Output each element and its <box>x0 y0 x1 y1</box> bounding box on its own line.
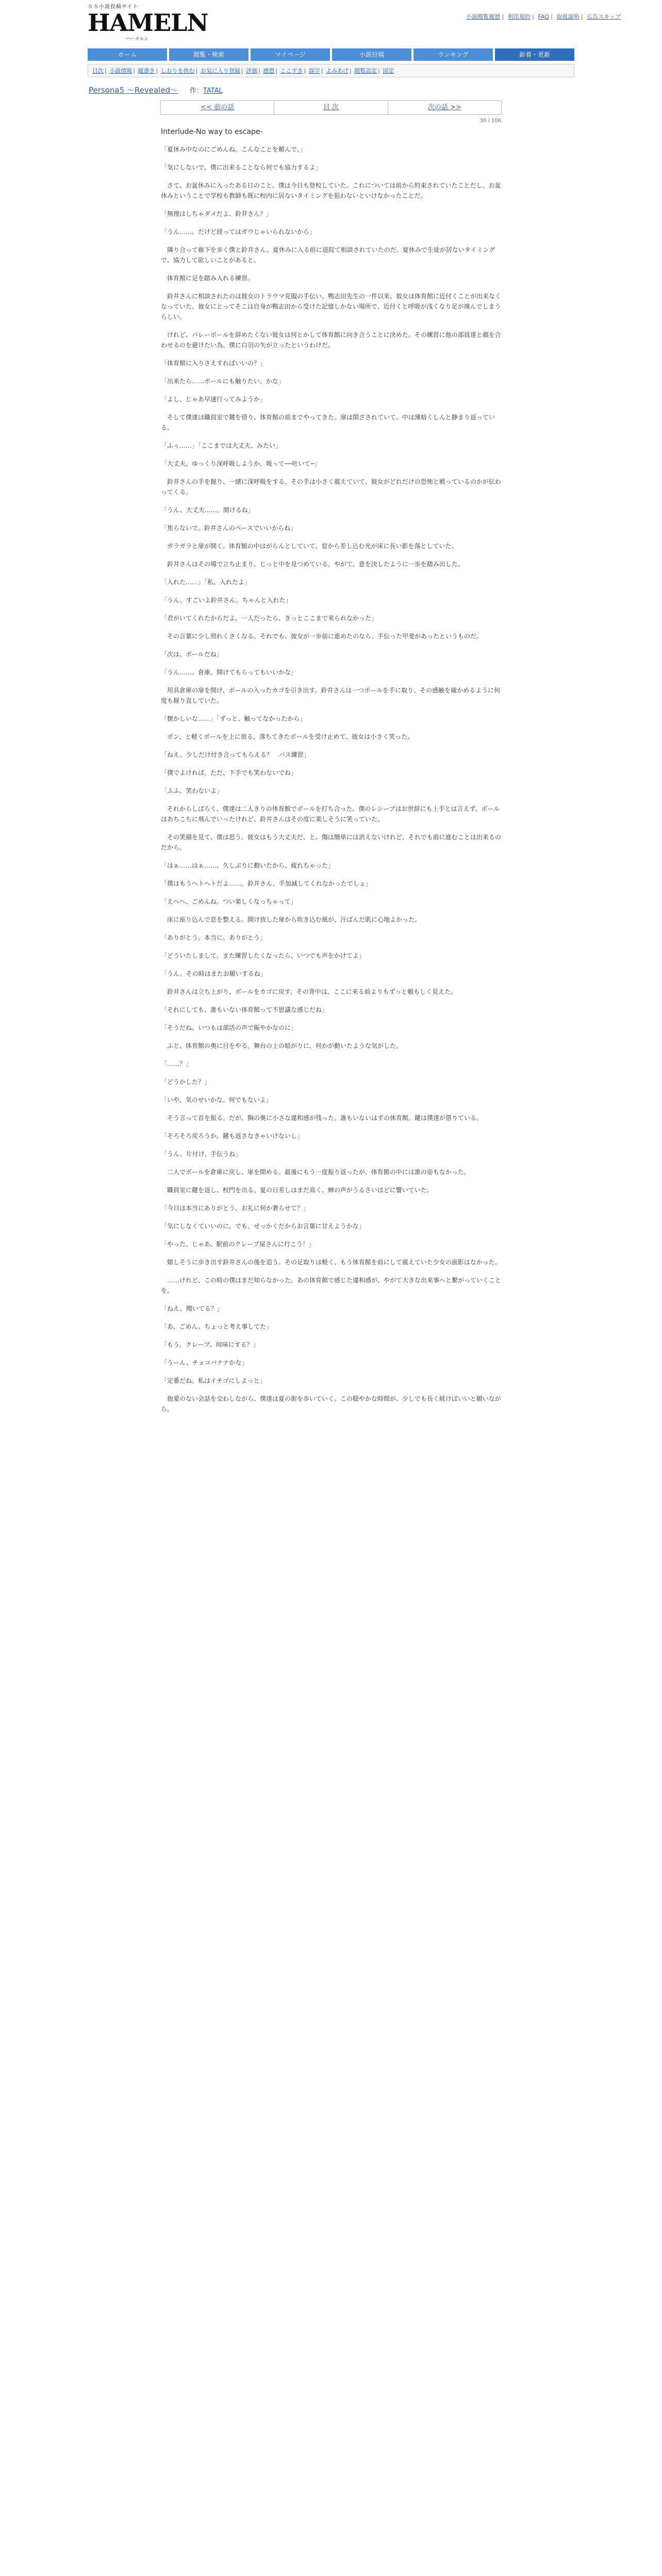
nav-updates[interactable]: 新着・更新 <box>495 48 574 61</box>
story-paragraph: けれど、バレーボールを辞めたくない彼女は何とかして体育館に向き合うことに決めた。その練習に他の部員達と顔を合わせるのを避けたい為、僕に白羽の矢が立ったというわけだ。 <box>161 331 501 349</box>
toc[interactable] <box>274 101 388 114</box>
story-paragraph: 「夏休み中なのにごめんね。こんなことを頼んで。」 <box>161 146 306 153</box>
story-paragraph: 「僕でよければ。ただ、下手でも笑わないでね」 <box>161 769 297 776</box>
subnav-kokosuki[interactable]: ここすき <box>280 67 303 74</box>
logo-wordmark: HAMELN <box>88 9 208 37</box>
skip-ads-link[interactable]: 広告スキップ <box>587 13 621 20</box>
story-paragraph: 「ねえ、少しだけ付き合ってもらえる？ パス練習」 <box>161 751 310 758</box>
subnav-view-settings[interactable]: 閲覧設定 <box>354 67 377 74</box>
subnav-read-aloud[interactable]: よみあげ <box>325 67 349 74</box>
prev-chapter[interactable] <box>161 101 274 114</box>
story-paragraph: 床に座り込んで息を整える。開け放した扉から吹き込む風が、汗ばんだ肌に心地よかった。 <box>161 916 421 923</box>
story-paragraph: 「ふぅ……」「ここまでは大丈夫、みたい」 <box>161 442 282 449</box>
story-paragraph: 「僕はもうヘトヘトだよ……。鈴井さん、手加減してくれなかったでしょ」 <box>161 880 372 887</box>
story-paragraph: 「いや、気のせいかな。何でもないよ」 <box>161 1096 272 1104</box>
story-paragraph: その言葉に少し照れくさくなる。それでも、彼女が一歩前に進めたのなら、手伝った甲斐があったというものだ。 <box>161 633 483 640</box>
site-header <box>0 0 662 46</box>
chapter-pager <box>160 100 502 115</box>
story-paragraph: 「えへへ、ごめんね。つい楽しくなっちゃって」 <box>161 898 297 905</box>
terms-link[interactable]: 利用規約 <box>507 13 531 20</box>
nav-post[interactable]: 小説投稿 <box>332 48 411 61</box>
logo-tagline: ＳＳ小説投稿サイト <box>88 4 139 10</box>
history-link[interactable]: 小説閲覧履歴 <box>466 13 501 20</box>
story-paragraph: ガラガラと扉が開く。体育館の中はがらんとしていて、窓から差し込む光が床に長い影を落としていた。 <box>161 543 458 550</box>
story-paragraph: 鈴井さんはその場で立ち止まり、じっと中を見つめている。やがて、意を決したように一歩を踏み出した。 <box>161 561 464 568</box>
story-paragraph: 「もう。クレープ、何味にする？」 <box>161 1341 259 1348</box>
story-paragraph: その笑顔を見て、僕は思う。彼女はもう大丈夫だ、と。傷は簡単には消えないけれど、それでも前に進むことは出来るのだから。 <box>161 834 501 851</box>
work-title-bar <box>87 84 575 95</box>
nav-home[interactable]: ホーム <box>88 48 167 61</box>
story-paragraph: 「大丈夫、ゆっくり深呼吸しようか、吸って──吐いて─」 <box>161 460 321 467</box>
story-paragraph: 「入れた……」「私、入れたよ」 <box>161 579 251 586</box>
work-title[interactable]: Persona5 ～Revealed～ <box>89 86 178 95</box>
story-paragraph: ポン、と軽くボールを上に放る。落ちてきたボールを受け止めて、彼女は小さく笑った。 <box>161 733 414 740</box>
subnav-pin[interactable]: 固定 <box>383 67 394 74</box>
nav-mypage[interactable]: マイページ <box>251 48 330 61</box>
story-paragraph: ……けれど、この時の僕はまだ知らなかった。あの体育館で感じた違和感が、やがて大きな出来事へと繋がっていくことを。 <box>161 1277 502 1294</box>
manual-link[interactable]: 取扱説明 <box>556 13 580 20</box>
story-paragraph: 隣り合って廊下を歩く僕と鈴井さん。夏休みに入る前に退院て相談されていたのだ。夏休みで生徒が居ないタイミングで、協力して欲しいことがあると。 <box>161 246 495 264</box>
story-paragraph: 「焦らないで。鈴井さんのペースでいいからね」 <box>161 524 297 532</box>
subnav-toc[interactable]: 目次 <box>92 67 104 74</box>
story-paragraph: 鈴井さんの手を握り、一緒に深呼吸をする。その手は小さく震えていて、彼女がどれだけの恐怖と戦っているのかが伝わってくる。 <box>161 478 501 496</box>
next-chapter[interactable] <box>388 101 501 114</box>
story-paragraph: 「……？」 <box>161 1060 192 1067</box>
story-paragraph: 「気にしなくていいのに。でも、せっかくだからお言葉に甘えようかな」 <box>161 1223 365 1230</box>
toc-link[interactable]: 目 次 <box>323 104 339 111</box>
subnav-favorite[interactable]: お気に入り登録 <box>200 67 240 74</box>
story-paragraph: 「君がいてくれたからだよ。一人だったら、きっとここまで来られなかった」 <box>161 615 378 622</box>
faq-link[interactable]: FAQ <box>538 13 549 20</box>
story-paragraph: 鈴井さんに相談されたのは彼女のトラウマ克服の手伝い。鴨志田先生の一件以来、彼女は体育館に近付くことが出来なくなっていた。彼女にとってそこは自身が鴨志田から受けた記憶しかない場所で、近付くと呼吸が浅くなり足が竦んでしまうらしい。 <box>161 293 502 320</box>
story-paragraph: 「次は、ボールだね」 <box>161 651 223 658</box>
story-paragraph: 「ありがとう。本当に、ありがとう」 <box>161 934 267 941</box>
story-paragraph: 「はぁ……はぁ……。久しぶりに動いたから、疲れちゃった」 <box>161 862 335 869</box>
nav-ranking[interactable]: ランキング <box>413 48 493 61</box>
story-paragraph: 「ねえ、聞いてる？」 <box>161 1305 223 1312</box>
story-paragraph: 「うん。その時はまたお願いするね」 <box>161 970 267 977</box>
story-body <box>161 127 501 1414</box>
story-paragraph: 二人でボールを倉庫に戻し、扉を閉める。最後にもう一度振り返ったが、体育館の中には誰の姿もなかった。 <box>161 1168 470 1176</box>
subnav-vertical[interactable]: 縦書き <box>138 67 155 74</box>
subnav-rate[interactable]: 評価 <box>246 67 258 74</box>
story-paragraph: 「それにしても、誰もいない体育館って不思議な感じだね」 <box>161 1006 328 1013</box>
story-paragraph: 「うん。片付け、手伝うね」 <box>161 1150 242 1158</box>
story-paragraph: 「あ、ごめん。ちょっと考え事してた」 <box>161 1323 273 1330</box>
story-paragraph: 「懐かしいな……」「ずっと、触ってなかったから」 <box>161 715 306 722</box>
subnav-typo[interactable]: 誤字 <box>308 67 320 74</box>
work-subnav: 目次 | 小説情報 | 縦書き | しおりを挟む | お気に入り登録 | 評価 | 感想 | ここすき | 誤字 | よみあげ | 閲覧設定 | 固定 <box>88 64 574 77</box>
story-paragraph: 「出来たら……ボールにも触りたい、かな」 <box>161 378 285 385</box>
story-paragraph: 「うーん、チョコバナナかな」 <box>161 1359 248 1366</box>
story-paragraph: それからしばらく、僕達は二人きりの体育館でボールを打ち合った。僕のレシーブはお世辞にも上手とは言えず、ボールはあちこちに飛んでいったけれど、鈴井さんはその度に楽しそうに笑っていた。 <box>161 805 500 823</box>
prev-chapter-link[interactable]: << 前の話 <box>201 104 235 111</box>
subnav-info[interactable]: 小説情報 <box>109 67 133 74</box>
story-paragraph: 「気にしないで。僕に出来ることなら何でも協力するよ」 <box>161 164 322 171</box>
story-paragraph: 「やった。じゃあ、駅前のクレープ屋さんに行こう！」 <box>161 1241 315 1248</box>
story-paragraph: 「今日は本当にありがとう。お礼に何か奢らせて？」 <box>161 1205 309 1212</box>
story-paragraph: 「うん……。倉庫、開けてもらってもいいかな」 <box>161 669 297 676</box>
story-paragraph: 「どうかした？」 <box>161 1078 211 1086</box>
story-paragraph: 鈴井さんは立ち上がり、ボールをカゴに戻す。その背中は、ここに来る前よりもずっと頼もしく見えた。 <box>161 988 457 995</box>
author-line <box>190 87 223 95</box>
story-paragraph: 「そろそろ戻ろうか。鍵も返さなきゃいけないし」 <box>161 1132 304 1140</box>
nav-browse[interactable]: 閲覧・検索 <box>169 48 249 61</box>
story-paragraph: 「うん……。だけど経ってはガウじゃいられないから」 <box>161 228 316 235</box>
logo-subtitle: ハーメルン <box>125 37 148 42</box>
story-paragraph: 職員室に鍵を返し、校門を出る。夏の日差しはまだ高く、蝉の声がうるさいほどに響いていた。 <box>161 1187 433 1194</box>
story-paragraph: ふと、体育館の奥に目をやる。舞台の上の暗がりに、何かが動いたような気がした。 <box>161 1042 403 1049</box>
story-paragraph: 「うん、大丈夫……。開けるね」 <box>161 506 254 514</box>
story-paragraph: 「よし、じゃあ早速行ってみようか」 <box>161 396 267 403</box>
author-prefix: 作： <box>189 87 203 95</box>
story-paragraph: さて、お盆休みに入ったある日のこと。僕は今日も登校していた。これについては前から約束されていたことだし、お盆休みということで学校も教師も既に校内に居ないタイミングを狙わないといけなかったことだ。 <box>161 182 501 199</box>
chapter-title: Interlude-No way to escape- <box>161 128 263 136</box>
story-paragraph: 「そうだね。いつもは部活の声で賑やかなのに」 <box>161 1024 297 1031</box>
story-paragraph: 「どういたしまして。また練習したくなったら、いつでも声をかけてよ」 <box>161 952 365 959</box>
subnav-review[interactable]: 感想 <box>263 67 275 74</box>
next-chapter-link[interactable]: 次の話 >> <box>427 104 461 111</box>
story-paragraph: 嬉しそうに歩き出す鈴井さんの後を追う。その足取りは軽く、もう体育館を前にして震えていた少女の面影はなかった。 <box>161 1259 501 1266</box>
author-link[interactable]: TATAL <box>203 87 223 95</box>
story-paragraph: そして僕達は職員室で鍵を借り、体育館の前までやってきた。扉は閉ざされていて、中は薄暗くしんと静まり返っている。 <box>161 414 495 431</box>
main-nav <box>88 48 574 61</box>
story-paragraph: 「うん、すごいよ鈴井さん。ちゃんと入れた」 <box>161 597 292 604</box>
story-paragraph: 「無理はしちゃダメだよ、鈴井さん？」 <box>161 210 273 217</box>
page-count: 30 / 106 <box>479 118 501 124</box>
story-paragraph: 「体育館に入りさえすればいいの？」 <box>161 360 267 367</box>
paragraph-list <box>161 144 501 1414</box>
story-paragraph: 用具倉庫の扉を開け、ボールの入ったカゴを引き出す。鈴井さんは一つボールを手に取り、その感触を確かめるように何度も握り直していた。 <box>161 687 501 704</box>
top-links: 小説閲覧履歴 | 利用規約 | FAQ | 取扱説明 | 広告スキップ <box>466 13 621 20</box>
site-logo[interactable] <box>88 4 208 42</box>
story-paragraph: 他愛のない会話を交わしながら、僕達は夏の街を歩いていく。この穏やかな時間が、少しでも長く続けばいいと願いながら。 <box>161 1395 501 1413</box>
story-paragraph: 「定番だね。私はイチゴにしよっと」 <box>161 1377 266 1384</box>
story-paragraph: 体育館に足を踏み入れる練習。 <box>161 275 254 282</box>
story-paragraph: 「ふふ、笑わないよ」 <box>161 787 223 794</box>
subnav-bookmark[interactable]: しおりを挟む <box>160 67 195 74</box>
story-paragraph: そう言って首を振る。だが、胸の奥に小さな違和感が残った。誰もいないはずの体育館。鍵は僕達が借りている。 <box>161 1114 483 1122</box>
